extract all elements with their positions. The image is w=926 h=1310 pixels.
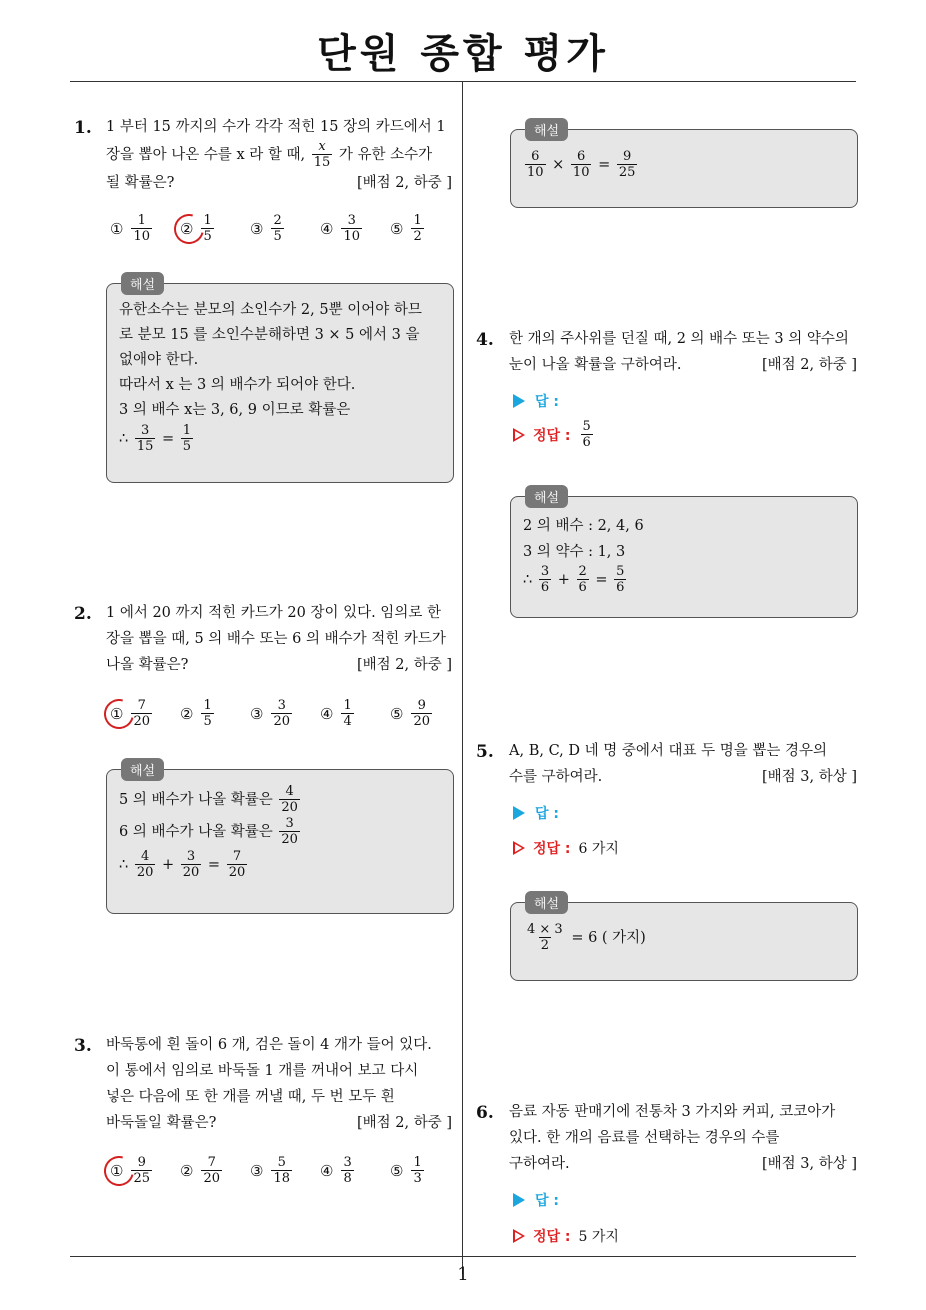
- correct-label: 정답 :: [533, 428, 571, 444]
- q6-correct-value: 5 가지: [578, 1229, 619, 1245]
- q4-score: [배점 2, 하중 ]: [761, 357, 857, 373]
- q3-choice-2[interactable]: ② $\frac{7}{20}$: [180, 1155, 220, 1186]
- q5-sol-line1: $\frac{4 \times 3}{2}$ = 6 ( 가지): [527, 922, 646, 953]
- q1-solution-box: [106, 278, 454, 483]
- q2-sol-line1: 5 의 배수가 나올 확률은 $\frac{4}{20}$: [119, 784, 298, 815]
- solution-tag: 해설: [121, 758, 164, 781]
- q4-line2: 눈이 나올 확률을 구하여라. [배점 2, 하중 ]: [509, 352, 857, 378]
- q1-line2b: 가 유한 소수가: [338, 147, 433, 163]
- q2-line3: 나올 확률은? [배점 2, 하중 ]: [106, 652, 452, 678]
- q4-line1: 한 개의 주사위를 던질 때, 2 의 배수 또는 3 의 약수의: [509, 331, 849, 347]
- q3-line2: 이 통에서 임의로 바둑돌 1 개를 꺼내어 보고 다시: [106, 1063, 419, 1079]
- q5-score: [배점 3, 하상 ]: [761, 769, 857, 785]
- q3-choice-5[interactable]: ⑤ $\frac{1}{3}$: [390, 1155, 422, 1186]
- solution-tag: 해설: [525, 891, 568, 914]
- q1-sol-line4: 따라서 x 는 3 의 배수가 되어야 한다.: [119, 377, 356, 393]
- top-rule: [70, 81, 856, 82]
- q3-line3: 넣은 다음에 또 한 개를 꺼낼 때, 두 번 모두 흰: [106, 1089, 395, 1105]
- q3-choices: [110, 1156, 460, 1196]
- q1-sol-line5: 3 의 배수 x는 3, 6, 9 이므로 확률은: [119, 402, 351, 418]
- q1-sol-line1: 유한소수는 분모의 소인수가 2, 5뿐 이어야 하므: [119, 302, 422, 318]
- q5-correct-row: [513, 838, 619, 858]
- q1-line2: [106, 140, 452, 170]
- question-4-text: [509, 326, 857, 378]
- play-arrow-icon: [513, 394, 525, 408]
- q3-score: [배점 2, 하중 ]: [356, 1115, 452, 1131]
- q1-line3: 될 확률은? [배점 2, 하중 ]: [106, 170, 452, 196]
- q1-choices: [110, 214, 460, 254]
- q2-score: [배점 2, 하중 ]: [356, 657, 452, 673]
- q4-sol-line2: 3 의 약수 : 1, 3: [523, 544, 626, 560]
- q1-frac-num: x: [318, 139, 326, 154]
- q5-solution-box: [510, 897, 858, 981]
- q4-answer-row: [513, 391, 559, 411]
- column-divider: [462, 82, 463, 1274]
- solution-tag: 해설: [525, 485, 568, 508]
- q5-line2: 수를 구하여라. [배점 3, 하상 ]: [509, 764, 857, 790]
- q3-choice-1[interactable]: ① $\frac{9}{25}$: [110, 1156, 154, 1186]
- q1-choice-1[interactable]: ① $\frac{1}{10}$: [110, 213, 150, 244]
- q6-line3: 구하여라. [배점 3, 하상 ]: [509, 1151, 857, 1177]
- q1-line1: 1 부터 15 까지의 수가 각각 적힌 15 장의 카드에서 1: [106, 119, 446, 135]
- solution-tag: 해설: [121, 272, 164, 295]
- q2-sol-line2: 6 의 배수가 나올 확률은 $\frac{3}{20}$: [119, 816, 298, 847]
- outline-arrow-icon: [513, 841, 525, 855]
- q3-choice-4[interactable]: ④ $\frac{3}{8}$: [320, 1155, 352, 1186]
- q6-answer-row: [513, 1190, 559, 1210]
- q2-choice-5[interactable]: ⑤ $\frac{9}{20}$: [390, 698, 430, 729]
- q4-sol-line3: ∴ $\frac{3}{6}$ + $\frac{2}{6}$ = $\frac{5}{6}$: [523, 564, 625, 595]
- q1-line2a: 장을 뽑아 나온 수를 x 라 할 때,: [106, 147, 306, 163]
- q1-choice-4[interactable]: ④ $\frac{3}{10}$: [320, 213, 360, 244]
- question-4-number: 4.: [476, 330, 494, 350]
- q3-solution-box: [510, 124, 858, 208]
- q1-sol-line2: 로 분모 15 를 소인수분해하면 3 × 5 에서 3 을: [119, 327, 420, 343]
- question-6-text: [509, 1099, 857, 1177]
- q3-choice-3[interactable]: ③ $\frac{5}{18}$: [250, 1155, 290, 1186]
- question-3-text: [106, 1032, 452, 1136]
- q2-sol-line3: ∴ $\frac{4}{20}$ + $\frac{3}{20}$ = $\frac{7}{20}$: [119, 849, 246, 880]
- question-2-text: [106, 600, 452, 678]
- q2-choices: [110, 699, 460, 739]
- outline-arrow-icon: [513, 428, 525, 442]
- correct-label: 정답 :: [533, 841, 571, 857]
- solution-tag: 해설: [525, 118, 568, 141]
- q6-correct-row: [513, 1226, 619, 1246]
- play-arrow-icon: [513, 1193, 525, 1207]
- answer-label: 답 :: [535, 394, 559, 410]
- page-title: 단원 종합 평가: [317, 31, 609, 77]
- q5-correct-value: 6 가지: [578, 841, 619, 857]
- play-arrow-icon: [513, 806, 525, 820]
- answer-label: 답 :: [535, 1193, 559, 1209]
- q4-correct-value: $\frac{5}{6}$: [582, 419, 591, 450]
- page-number: 1: [457, 1264, 469, 1285]
- question-6-number: 6.: [476, 1103, 494, 1123]
- q4-solution-box: [510, 491, 858, 618]
- outline-arrow-icon: [513, 1229, 525, 1243]
- correct-label: 정답 :: [533, 1229, 571, 1245]
- q1-choice-2[interactable]: ② $\frac{1}{5}$: [180, 214, 216, 244]
- q1-sol-line3: 없애야 한다.: [119, 352, 199, 368]
- q2-line1: 1 에서 20 까지 적힌 카드가 20 장이 있다. 임의로 한: [106, 605, 441, 621]
- question-5-number: 5.: [476, 742, 494, 762]
- question-3-number: 3.: [74, 1036, 92, 1056]
- q6-line1: 음료 자동 판매기에 전통차 3 가지와 커피, 코코아가: [509, 1104, 836, 1120]
- question-1-text: [106, 114, 452, 196]
- q1-frac-den: 15: [313, 155, 331, 170]
- q1-choice-3[interactable]: ③ $\frac{2}{5}$: [250, 213, 282, 244]
- question-2-number: 2.: [74, 604, 92, 624]
- q1-sol-line6: ∴ $\frac{3}{15}$ = $\frac{1}{5}$: [119, 423, 192, 454]
- q4-sol-line1: 2 의 배수 : 2, 4, 6: [523, 518, 644, 534]
- q2-choice-4[interactable]: ④ $\frac{1}{4}$: [320, 698, 352, 729]
- answer-label: 답 :: [535, 806, 559, 822]
- q6-line2: 있다. 한 개의 음료를 선택하는 경우의 수를: [509, 1130, 780, 1146]
- q1-score: [배점 2, 하중 ]: [356, 175, 452, 191]
- q2-line2: 장을 뽑을 때, 5 의 배수 또는 6 의 배수가 적힌 카드가: [106, 631, 446, 647]
- q3-line1: 바둑통에 흰 돌이 6 개, 검은 돌이 4 개가 들어 있다.: [106, 1037, 432, 1053]
- q3-sol-line1: $\frac{6}{10}$ × $\frac{6}{10}$ = $\frac{9}{25}$: [527, 149, 636, 180]
- q5-answer-row: [513, 803, 559, 823]
- q6-score: [배점 3, 하상 ]: [761, 1156, 857, 1172]
- q4-correct-row: [513, 420, 595, 450]
- q1-fraction: [312, 140, 333, 170]
- question-1-number: 1.: [74, 118, 92, 138]
- q1-choice-5[interactable]: ⑤ $\frac{1}{2}$: [390, 213, 422, 244]
- q2-choice-3[interactable]: ③ $\frac{3}{20}$: [250, 698, 290, 729]
- bottom-rule: [70, 1256, 856, 1257]
- q2-choice-1[interactable]: ① $\frac{7}{20}$: [110, 699, 154, 729]
- question-5-text: [509, 738, 857, 790]
- q3-line4: 바둑돌일 확률은? [배점 2, 하중 ]: [106, 1110, 452, 1136]
- q2-solution-box: [106, 764, 454, 914]
- q2-choice-2[interactable]: ② $\frac{1}{5}$: [180, 698, 212, 729]
- q5-line1: A, B, C, D 네 명 중에서 대표 두 명을 뽑는 경우의: [509, 743, 827, 759]
